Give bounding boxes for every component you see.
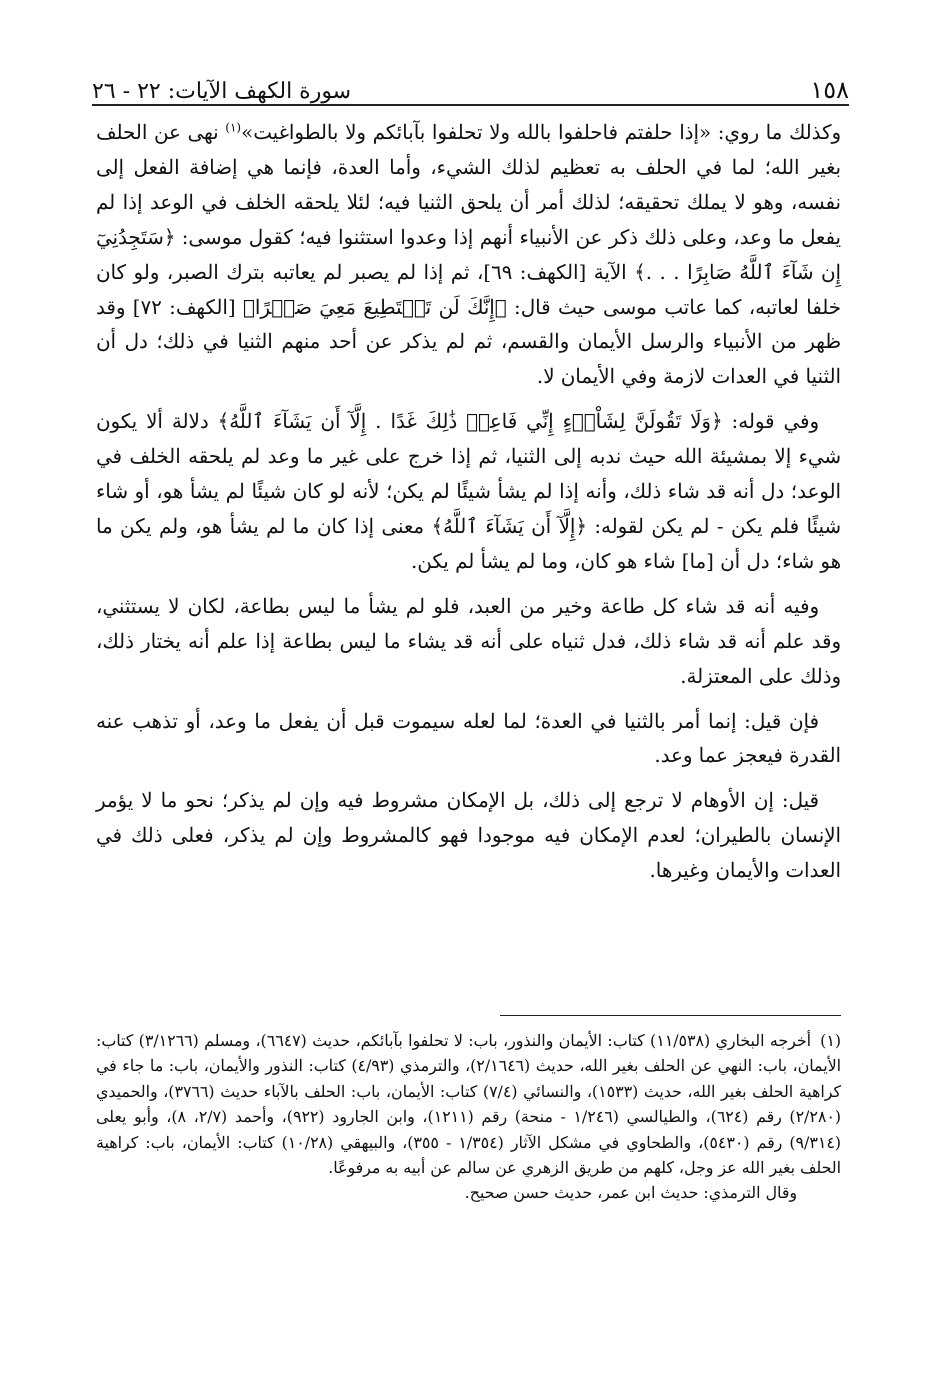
footnote-ref-1[interactable]: (١) xyxy=(225,120,242,135)
page-header xyxy=(92,60,849,104)
footnote-1-text: أخرجه البخاري (١١/٥٣٨) كتاب: الأيمان والنذور، باب: لا تحلفوا بآبائكم، حديث (٦٦٤٧)، ومسلم (٣/١٢٦٦) كتاب: الأيمان، باب: النهي عن الحلف بغير الله، حديث (٢/١٦٤٦)، والترمذي (٤/٩٣) كتاب: النذور والأيمان، باب: ما جاء في كراهية الحلف بغير الله، حديث (١٥٣٣)، والنسائي (٧/٤) كتاب: الأيمان، باب: الحلف بالآباء حديث (٣٧٦٦)، والحميدي (٢/٢٨٠) رقم (٦٢٤)، والطيالسي (١/٢٤٦ - منحة) رقم (١٢١١)، وابن الجارود (٩٢٢)، وأحمد (٢/٧، ٨)، وأبو يعلى (٩/٣١٤) رقم (٥٤٣٠)، والطحاوي في مشكل الآثار (١/٣٥٤ - ٣٥٥)، والبيهقي (١٠/٢٨) كتاب: الأيمان، باب: كراهية الحلف بغير الله عز وجل، كلهم من طريق الزهري عن سالم عن أبيه به مرفوعًا. xyxy=(96,1031,841,1178)
paragraph-1-quote: وكذلك ما روي: «إذا حلفتم فاحلفوا بالله ولا تحلفوا بآبائكم ولا بالطواغيت» xyxy=(241,121,841,144)
footnote-1-note: وقال الترمذي: حديث ابن عمر، حديث حسن صحيح. xyxy=(464,1183,797,1203)
paragraph-5: قيل: إن الأوهام لا ترجع إلى ذلك، بل الإمكان مشروط فيه وإن لم يذكر؛ نحو ما لا يؤمر الإنسان بالطيران؛ لعدم الإمكان فيه موجودا فهو كالمشروط وإن لم يذكر، فعلى ذلك في العدات والأيمان وغيرها. xyxy=(96,789,841,883)
header-rule xyxy=(92,104,849,106)
footnotes xyxy=(96,1028,841,1206)
running-title: سورة الكهف الآيات: ٢٢ - ٢٦ xyxy=(92,79,352,104)
footnote-1-number: (١) xyxy=(820,1031,841,1050)
paragraph-2: وفي قوله: ﴿وَلَا تَقُولَنَّ لِشَاْيۡءٍ إِنِّي فَاعِلٞ ذَٰلِكَ غَدًا . إِلَّآ أَن يَشَآءَ ٱللَّهُ﴾ دلالة ألا يكون شيء إلا بمشيئة الله حيث ندبه إلى الثنيا، ثم إذا خرج على غير ما وعد لم يلحقه الخلف في الوعد؛ دل أنه قد شاء ذلك، وأنه إذا لم يشأ شيئًا لم يكن؛ لأنه لو كان شيئًا لم يشأ هو، أو شاء شيئًا فلم يكن - لم يكن لقوله: ﴿إِلَّآ أَن يَشَآءَ ٱللَّهُ﴾ معنى إذا كان ما لم يشأ هو، ولم يكن ما هو شاء؛ دل أن [ما] شاء هو كان، وما لم يشأ لم يكن. xyxy=(96,410,841,573)
paragraph-4: فإن قيل: إنما أمر بالثنيا في العدة؛ لما لعله سيموت قبل أن يفعل ما وعد، أو تذهب عنه القدرة فيعجز عما وعد. xyxy=(96,709,841,768)
paragraph-1-rest: نهى عن الحلف بغير الله؛ لما في الحلف به تعظيم لذلك الشيء، وأما العدة، فإنما هي إضافة الفعل إلى نفسه، وهو لا يملك تحقيقه؛ لذلك أمر أن يلحق الثنيا فيه؛ لئلا يلحقه الخلف في الوعد إذا لم يفعل ما وعد، وعلى ذلك ذكر عن الأنبياء أنهم إذا وعدوا استثنوا فيه؛ كقول موسى: ﴿سَتَجِدُنِيٓ إِن شَآءَ ٱللَّهُ صَابِرًا . . .﴾ الآية [الكهف: ٦٩]، ثم إذا لم يصبر لم يعاتبه بترك الصبر، ولو كان خلفا لعاتبه، كما عاتب موسى حيث قال: ﴿إِنَّكَ لَن تَسۡتَطِيعَ مَعِيَ صَبۡرًا﴾ [الكهف: ٧٢] وقد ظهر من الأنبياء والرسل الأيمان والقسم، ثم لم يذكر عن أحد منهم الثنيا في ذلك؛ دل أن الثنيا في العدات لازمة وفي الأيمان لا. xyxy=(96,121,842,389)
paragraph-3: وفيه أنه قد شاء كل طاعة وخير من العبد، فلو لم يشأ ما ليس بطاعة، لكان لا يستثني، وقد علم أنه قد شاء ذلك، فدل ثنياه على أنه قد يشاء ما ليس بطاعة إذا علم أنه يختار ذلك، وذلك على المعتزلة. xyxy=(96,594,841,688)
footnote-1 xyxy=(96,1028,841,1180)
page-number: ١٥٨ xyxy=(810,76,849,104)
main-text xyxy=(96,116,841,899)
paragraph-1 xyxy=(96,116,841,395)
footnote-rule xyxy=(500,1015,841,1016)
